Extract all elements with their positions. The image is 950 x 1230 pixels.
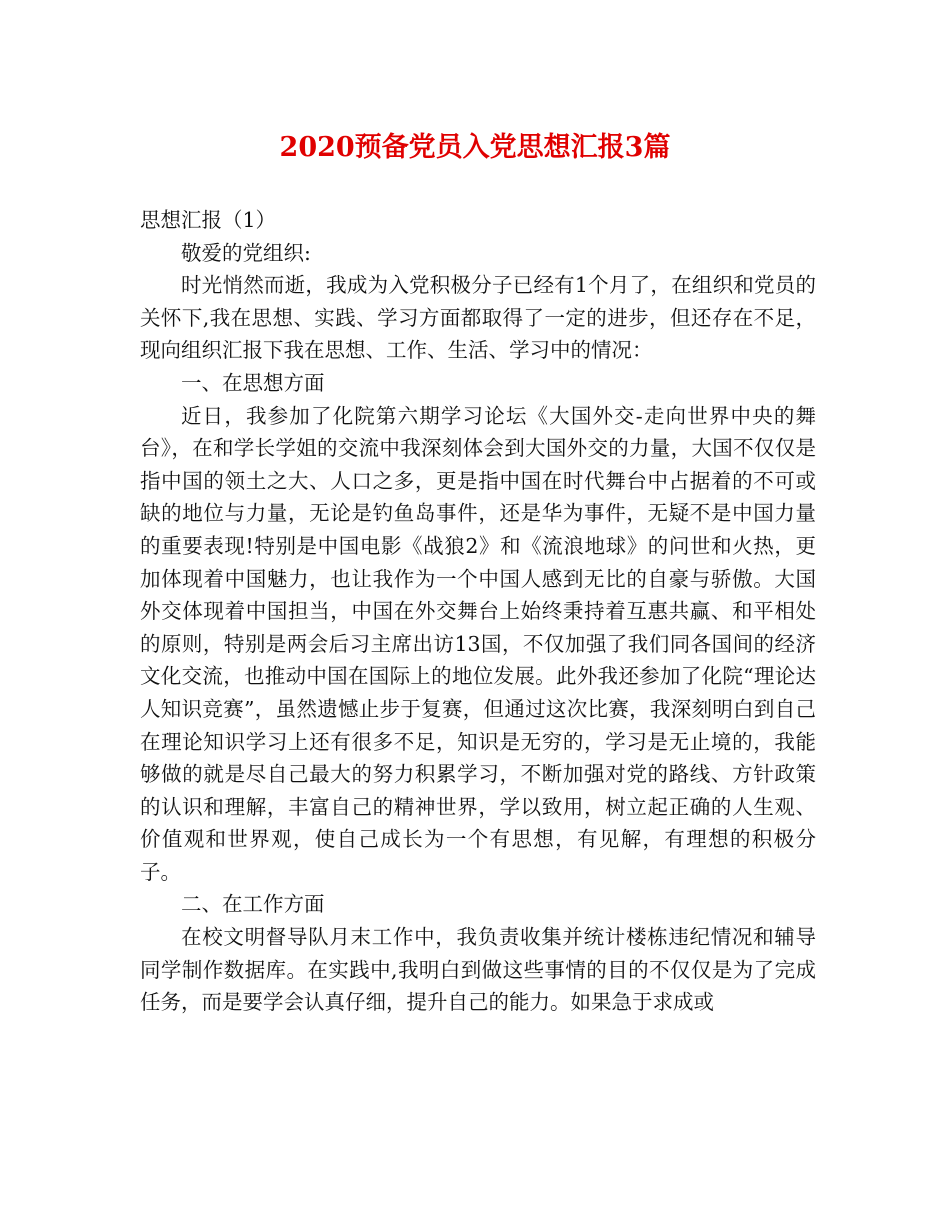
body-paragraph: 在校文明督导队月末工作中，我负责收集并统计楼栋违纪情况和辅导同学制作数据库。在实践中,我明白到做这些事情的目的不仅仅是为了完成任务，而是要学会认真仔细，提升自己的能力。如果急于求成或: [140, 925, 816, 1015]
body-paragraph: 近日，我参加了化院第六期学习论坛《大国外交-走向世界中央的舞台》，在和学长学姐的交流中我深刻体会到大国外交的力量，大国不仅仅是指中国的领土之大、人口之多，更是指中国在时代舞台中占据着的不可或缺的地位与力量，无论是钓鱼岛事件，还是华为事件，无疑不是中国力量的重要表现!特别是中国电影《战狼2》和《流浪地球》的问世和火热，更加体现着中国魅力，也让我作为一个中国人感到无比的自豪与骄傲。大国外交体现着中国担当，中国在外交舞台上始终秉持着互惠共赢、和平相处的原则，特别是两会后习主席出访13国，不仅加强了我们同各国间的经济文化交流，也推动中国在国际上的地位发展。此外我还参加了化院“理论达人知识竞赛”，虽然遗憾止步于复赛，但通过这次比赛，我深刻明白到自己在理论知识学习上还有很多不足，知识是无穷的，学习是无止境的，我能够做的就是尽自己最大的努力积累学习，不断加强对党的路线、方针政策的认识和理解，丰富自己的精神世界，学以致用，树立起正确的人生观、价值观和世界观，使自己成长为一个有思想，有见解，有理想的积极分子。: [140, 403, 816, 884]
document-title: 2020预备党员入党思想汇报3篇: [279, 132, 671, 163]
body-paragraph: 敬爱的党组织:: [181, 240, 311, 265]
body-paragraph: 一、在思想方面: [181, 370, 325, 395]
body-paragraph: 时光悄然而逝，我成为入党积极分子已经有1个月了，在组织和党员的关怀下,我在思想、实践、学习方面都取得了一定的进步，但还存在不足，现向组织汇报下我在思想、工作、生活、学习中的情况：: [140, 273, 816, 363]
body-paragraph: 二、在工作方面: [181, 892, 325, 917]
section-heading: 思想汇报（1）: [140, 208, 277, 232]
document-body: [140, 204, 816, 1019]
